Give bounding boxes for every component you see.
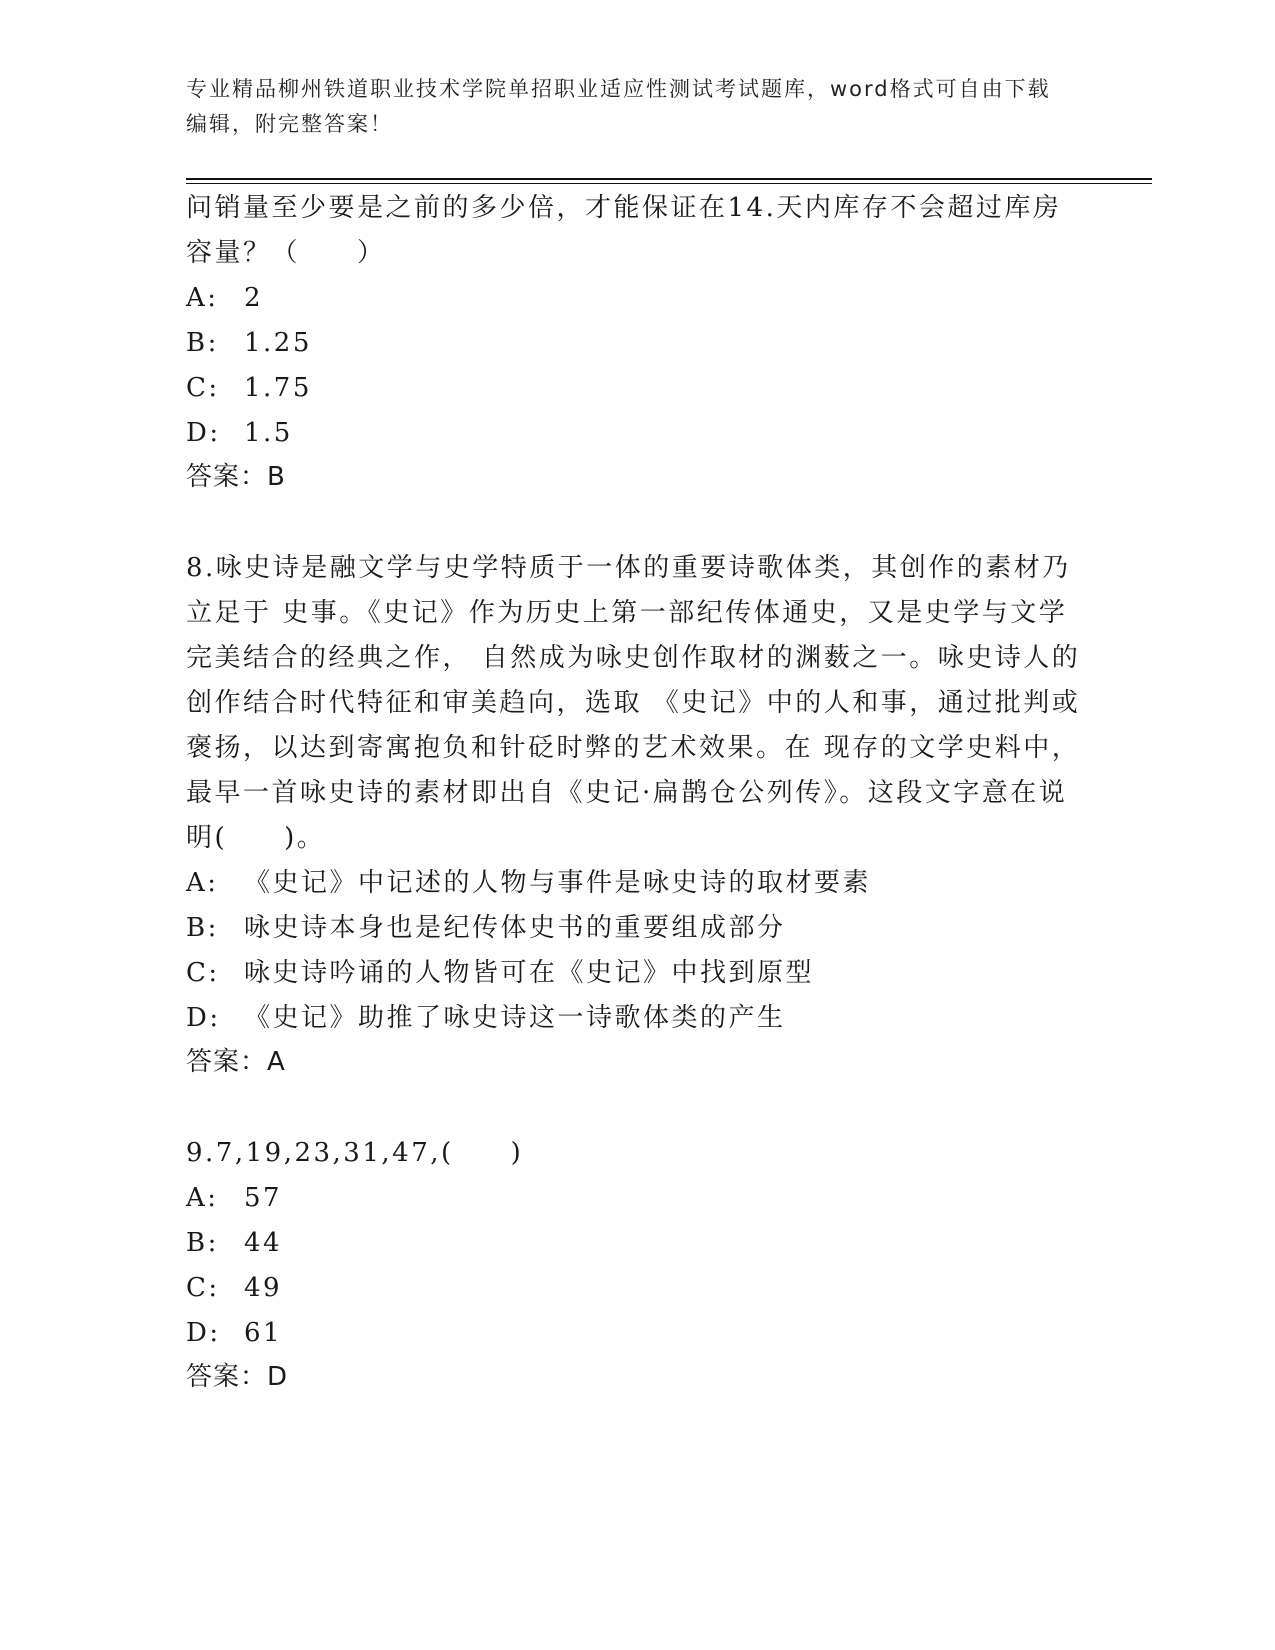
option-key: A:: [186, 1183, 219, 1213]
option-d: [186, 996, 1086, 1041]
option-key: D:: [186, 418, 221, 448]
option-key: D:: [186, 1003, 221, 1033]
option-key: B:: [186, 328, 219, 358]
answer-line: 答案：B: [186, 462, 286, 492]
option-key: C:: [186, 373, 220, 403]
question-9: [186, 1131, 1086, 1398]
option-b: [186, 906, 1086, 951]
option-key: D:: [186, 1318, 221, 1348]
option-a: [186, 276, 1086, 321]
option-text: 61: [244, 1318, 283, 1348]
option-c: [186, 366, 1086, 411]
question-8: [186, 546, 1086, 1083]
option-text: 57: [244, 1183, 283, 1213]
option-d: [186, 1311, 1086, 1356]
option-text: 2: [244, 283, 264, 313]
option-b: [186, 1221, 1086, 1266]
question-stem: 9.7,19,23,31,47,( ): [186, 1138, 524, 1168]
option-c: [186, 951, 1086, 996]
option-text: 《史记》助推了咏史诗这一诗歌体类的产生: [244, 1003, 786, 1033]
option-d: [186, 411, 1086, 456]
option-text: 1.75: [244, 373, 312, 403]
option-key: A:: [186, 283, 219, 313]
option-key: C:: [186, 1273, 220, 1303]
option-key: C:: [186, 958, 220, 988]
option-key: B:: [186, 913, 219, 943]
answer-line: 答案：D: [186, 1362, 289, 1392]
answer-line: 答案：A: [186, 1047, 286, 1077]
option-c: [186, 1266, 1086, 1311]
option-a: [186, 861, 1086, 906]
question-stem: 8.咏史诗是融文学与史学特质于一体的重要诗歌体类，其创作的素材乃立足于 史事。《史记》作为历史上第一部纪传体通史，又是史学与文学完美结合的经典之作， 自然成为咏史创作取材的渊薮之一。咏史诗人的创作结合时代特征和审美趋向，选取 《史记》中的人和事，通过批判或褒扬，以达到寄寓抱负和针砭时弊的艺术效果。在 现存的文学史料中，最早一首咏史诗的素材即出自《史记·扁鹊仓公列传》。这段文字意在说明( )。: [186, 553, 1081, 853]
question-7: [186, 186, 1086, 498]
option-a: [186, 1176, 1086, 1221]
option-text: 《史记》中记述的人物与事件是咏史诗的取材要素: [244, 868, 872, 898]
header-rule-thick: [186, 178, 1152, 180]
option-key: B:: [186, 1228, 219, 1258]
header-rule-thin: [186, 183, 1152, 184]
option-text: 49: [244, 1273, 283, 1303]
question-stem: 问销量至少要是之前的多少倍，才能保证在14.天内库存不会超过库房容量？（ ）: [186, 193, 1062, 268]
option-text: 1.5: [244, 418, 293, 448]
option-text: 咏史诗吟诵的人物皆可在《史记》中找到原型: [244, 958, 815, 988]
option-text: 44: [244, 1228, 283, 1258]
document-content: [186, 186, 1086, 1446]
option-text: 咏史诗本身也是纪传体史书的重要组成部分: [244, 913, 786, 943]
option-b: [186, 321, 1086, 366]
option-key: A:: [186, 868, 219, 898]
document-header: 专业精品柳州铁道职业技术学院单招职业适应性测试考试题库，word格式可自由下载编辑，附完整答案！: [186, 77, 1051, 136]
option-text: 1.25: [244, 328, 312, 358]
